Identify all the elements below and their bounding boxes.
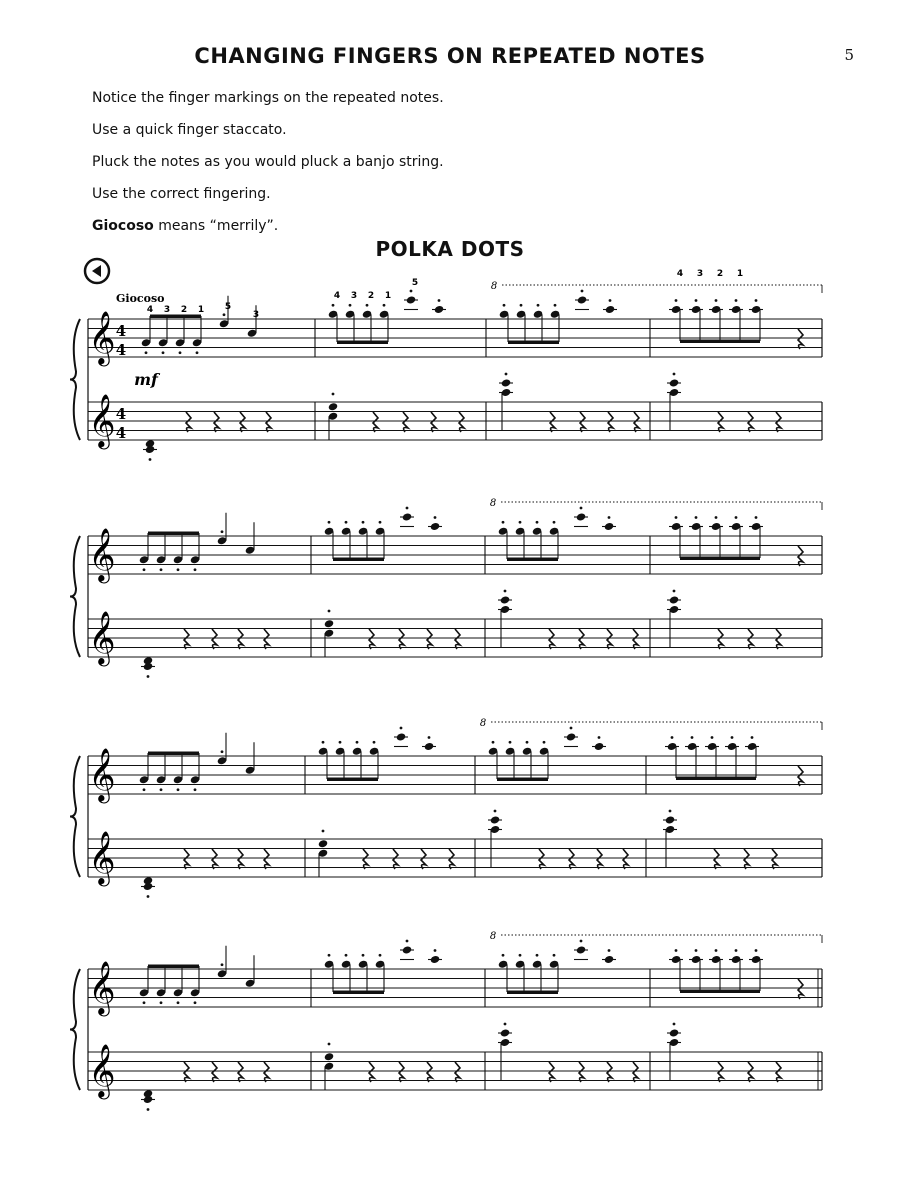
note-head [576,512,587,521]
quarter-rest [579,1062,584,1082]
page-number: 5 [844,46,854,64]
quarter-rest [776,412,781,432]
staccato-dot [160,788,163,791]
staccato-dot [406,940,409,943]
staccato-dot [695,949,698,952]
note-beam [333,558,384,562]
staccato-dot [673,590,676,593]
brace [70,969,80,1090]
staccato-dot [715,516,718,519]
fingering-number: 2 [716,269,724,279]
quarter-rest [184,629,189,649]
note-head [577,295,588,304]
quarter-rest [238,849,243,869]
treble-clef: 𝄞 [88,393,116,447]
quarter-rest [597,849,602,869]
dynamic-marking: mf [134,370,158,389]
staccato-dot [755,299,758,302]
quarter-rest [718,1062,723,1082]
staccato-dot [434,516,437,519]
quarter-rest [607,629,612,649]
staccato-dot [362,954,365,957]
staccato-dot [553,954,556,957]
quarter-rest [539,849,544,869]
treble-clef: 𝄞 [88,960,116,1014]
glossary-term: Giocoso [92,218,154,234]
instruction-item: Notice the finger markings on the repeated notes. [92,90,444,106]
staccato-dot [695,299,698,302]
quarter-rest [238,629,243,649]
staccato-dot [322,830,325,833]
staccato-dot [328,1043,331,1046]
staccato-dot [379,954,382,957]
staccato-dot [715,949,718,952]
staccato-dot [520,304,523,307]
staccato-dot [675,949,678,952]
staccato-dot [711,736,714,739]
fingering-number: 3 [252,310,260,320]
quarter-rest [369,629,374,649]
quarter-rest [748,1062,753,1082]
staccato-dot [505,373,508,376]
quarter-rest [427,629,432,649]
note-head [669,378,680,387]
quarter-rest [633,1062,638,1082]
quarter-rest [240,412,245,432]
staccato-dot [223,313,226,316]
fingering-number: 1 [384,291,392,301]
staccato-dot [328,954,331,957]
staccato-dot [554,304,557,307]
note-head [500,1028,511,1037]
quarter-rest [776,1062,781,1082]
staccato-dot [502,521,505,524]
quarter-rest [393,849,398,869]
staccato-dot [406,507,409,510]
music-system [70,269,822,461]
staccato-dot [598,736,601,739]
note-head [328,402,339,411]
staccato-dot [345,954,348,957]
staccato-dot [608,516,611,519]
note-beam [497,778,548,782]
staccato-dot [177,568,180,571]
quarter-rest [214,412,219,432]
note-head [665,815,676,824]
staccato-dot [339,741,342,744]
staccato-dot [735,516,738,519]
note-beam [680,990,760,994]
note-beam [337,341,388,345]
staccato-dot [695,516,698,519]
staccato-dot [553,521,556,524]
quarter-rest [580,412,585,432]
staccato-dot [526,741,529,744]
note-head [669,1028,680,1037]
staccato-dot [366,304,369,307]
treble-clef: 𝄞 [88,1043,116,1097]
quarter-rest [186,412,191,432]
staccato-dot [410,290,413,293]
note-head [501,378,512,387]
note-beam [676,777,756,781]
fingering-number: 3 [696,269,704,279]
staccato-dot [755,516,758,519]
quarter-rest [634,412,639,432]
staccato-dot [731,736,734,739]
treble-clef: 𝄞 [88,747,116,801]
fingering-number: 4 [676,269,684,279]
staccato-dot [675,299,678,302]
quarter-rest [633,629,638,649]
time-signature-top: 4 [115,322,127,340]
quarter-rest [184,1062,189,1082]
staccato-dot [673,373,676,376]
note-head [396,732,407,741]
fingering-number: 4 [146,305,154,315]
quarter-rest [212,849,217,869]
treble-clef: 𝄞 [88,830,116,884]
staccato-dot [438,299,441,302]
note-head [566,732,577,741]
quarter-rest [798,546,803,566]
quarter-rest [459,412,464,432]
quarter-rest [772,849,777,869]
quarter-rest [264,849,269,869]
quarter-rest [718,412,723,432]
fingering-number: 5 [224,302,232,312]
staccato-dot [349,304,352,307]
brace [70,536,80,657]
fingering-number: 3 [163,305,171,315]
staccato-dot [503,304,506,307]
staccato-dot [149,458,152,461]
staccato-dot [755,949,758,952]
staccato-dot [751,736,754,739]
staccato-dot [194,568,197,571]
brace [70,756,80,877]
quarter-rest [363,849,368,869]
quarter-rest [403,412,408,432]
ottava-mark: 8 [489,498,497,509]
note-beam [148,965,199,969]
quarter-rest [184,849,189,869]
quarter-rest [264,629,269,649]
staccato-dot [519,521,522,524]
time-signature-bottom: 4 [115,341,127,359]
quarter-rest [212,1062,217,1082]
fingering-number: 2 [180,305,188,315]
treble-clef: 𝄞 [88,610,116,664]
staccato-dot [715,299,718,302]
staccato-dot [581,290,584,293]
ottava-mark: 8 [479,718,487,729]
staccato-dot [428,736,431,739]
staccato-dot [356,741,359,744]
quarter-rest [264,1062,269,1082]
ottava-mark: 8 [490,281,498,292]
staccato-dot [502,954,505,957]
staccato-dot [580,940,583,943]
quarter-rest [550,412,555,432]
quarter-rest [421,849,426,869]
note-beam [508,341,559,345]
staccato-dot [536,521,539,524]
staccato-dot [221,750,224,753]
instruction-item: Pluck the notes as you would pluck a banjo string. [92,154,444,170]
staccato-dot [735,299,738,302]
quarter-rest [212,629,217,649]
staccato-dot [328,521,331,524]
time-signature-top: 4 [115,405,127,423]
staccato-dot [332,393,335,396]
staccato-dot [177,788,180,791]
staccato-dot [221,530,224,533]
quarter-rest [549,629,554,649]
staccato-dot [373,741,376,744]
music-system [70,931,822,1111]
staccato-dot [519,954,522,957]
staccato-dot [221,963,224,966]
staccato-dot [609,299,612,302]
staccato-dot [383,304,386,307]
quarter-rest [623,849,628,869]
note-beam [148,532,199,536]
page-title: CHANGING FINGERS ON REPEATED NOTES [194,44,706,68]
quarter-rest [399,1062,404,1082]
staccato-dot [145,351,148,354]
note-beam [150,315,201,319]
note-head [669,595,680,604]
staccato-dot [671,736,674,739]
quarter-rest [798,329,803,349]
note-head [402,945,413,954]
staccato-dot [196,351,199,354]
quarter-rest [748,412,753,432]
staccato-dot [179,351,182,354]
quarter-rest [608,412,613,432]
staccato-dot [143,568,146,571]
quarter-rest [266,412,271,432]
quarter-rest [798,979,803,999]
staccato-dot [494,810,497,813]
note-head [500,595,511,604]
fingering-number: 1 [197,305,205,315]
note-head [576,945,587,954]
instruction-item: Use the correct fingering. [92,186,271,202]
staccato-dot [504,1023,507,1026]
staccato-dot [536,954,539,957]
staccato-dot [580,507,583,510]
quarter-rest [449,849,454,869]
staccato-dot [147,675,150,678]
note-beam [327,778,378,782]
note-head [490,815,501,824]
staccato-dot [504,590,507,593]
staccato-dot [608,949,611,952]
note-beam [680,340,760,344]
note-beam [148,752,199,756]
ottava-mark: 8 [489,931,497,942]
quarter-rest [431,412,436,432]
quarter-rest [399,629,404,649]
quarter-rest [369,1062,374,1082]
tempo-marking: Giocoso [116,292,165,305]
staccato-dot [332,304,335,307]
quarter-rest [776,629,781,649]
staccato-dot [143,1001,146,1004]
staccato-dot [160,1001,163,1004]
staccato-dot [675,516,678,519]
quarter-rest [238,1062,243,1082]
quarter-rest [549,1062,554,1082]
staccato-dot [194,1001,197,1004]
staccato-dot [691,736,694,739]
quarter-rest [607,1062,612,1082]
staccato-dot [537,304,540,307]
quarter-rest [455,629,460,649]
quarter-rest [569,849,574,869]
brace [70,319,80,440]
staccato-dot [543,741,546,744]
fingering-number: 2 [367,291,375,301]
staccato-dot [345,521,348,524]
quarter-rest [798,766,803,786]
staccato-dot [570,727,573,730]
staccato-dot [143,788,146,791]
staccato-dot [194,788,197,791]
staccato-dot [735,949,738,952]
note-head [324,1052,335,1061]
staccato-dot [509,741,512,744]
note-head [318,839,329,848]
staccato-dot [669,810,672,813]
staccato-dot [400,727,403,730]
quarter-rest [427,1062,432,1082]
note-head [402,512,413,521]
fingering-number: 4 [333,291,341,301]
staccato-dot [434,949,437,952]
staccato-dot [147,895,150,898]
staccato-dot [379,521,382,524]
note-beam [333,991,384,995]
treble-clef: 𝄞 [88,310,116,364]
quarter-rest [718,629,723,649]
staccato-dot [673,1023,676,1026]
fingering-number: 3 [350,291,358,301]
fingering-number: 1 [736,269,744,279]
note-beam [680,557,760,561]
staccato-dot [160,568,163,571]
quarter-rest [579,629,584,649]
glossary-definition: means “merrily”. [153,218,279,234]
music-system [70,498,822,678]
quarter-rest [714,849,719,869]
staccato-dot [177,1001,180,1004]
quarter-rest [455,1062,460,1082]
music-system [70,718,822,898]
staccato-dot [328,610,331,613]
note-beam [507,991,558,995]
treble-clef: 𝄞 [88,527,116,581]
quarter-rest [373,412,378,432]
quarter-rest [744,849,749,869]
staccato-dot [162,351,165,354]
note-head [406,295,417,304]
staccato-dot [147,1108,150,1111]
time-signature-bottom: 4 [115,424,127,442]
note-head [324,619,335,628]
staccato-dot [492,741,495,744]
note-beam [507,558,558,562]
fingering-number: 5 [411,278,419,288]
instruction-item: Use a quick finger staccato. [92,122,287,138]
quarter-rest [748,629,753,649]
staccato-dot [322,741,325,744]
piece-title: POLKA DOTS [375,237,525,261]
staccato-dot [362,521,365,524]
